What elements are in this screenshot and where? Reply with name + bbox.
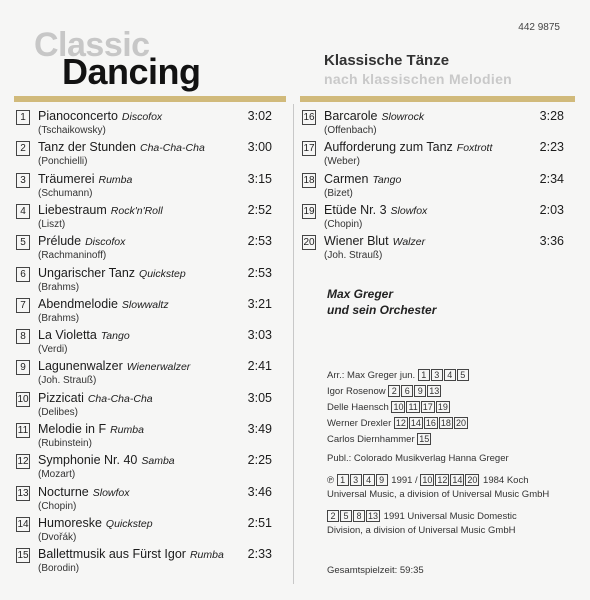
track-title-line <box>38 140 205 154</box>
track-number: 9 <box>16 360 30 375</box>
track-ref-box: 18 <box>440 418 451 429</box>
track-number: 8 <box>16 329 30 344</box>
track-title-line <box>38 297 169 311</box>
track-title: Ungarischer Tanz <box>38 265 136 280</box>
track-row <box>16 516 272 548</box>
track-title-line <box>38 266 186 280</box>
track-duration: 2:34 <box>539 171 564 186</box>
track-ref-box: 5 <box>457 369 469 381</box>
track-title: Pizzicati <box>38 390 84 405</box>
track-ref-box: 4 <box>363 474 375 486</box>
track-dance-style: Wienerwalzer <box>126 361 191 374</box>
track-title: Aufforderung zum Tanz <box>324 140 453 155</box>
track-title: Nocturne <box>38 484 89 499</box>
track-number: 17 <box>303 143 315 155</box>
track-composer: (Liszt) <box>38 218 66 230</box>
logo-classic: Classic <box>34 26 150 64</box>
track-ref-box: 12 <box>395 418 406 429</box>
track-dance-style: Rumba <box>189 549 224 562</box>
track-duration: 3:03 <box>247 328 272 343</box>
track-duration: 3:15 <box>247 171 272 186</box>
track-title-line <box>38 359 190 373</box>
track-ref-box: 8 <box>353 510 365 522</box>
track-duration: 3:05 <box>247 390 272 405</box>
track-dance-style: Rumba <box>110 424 144 436</box>
arranger-credits <box>327 368 470 448</box>
subtitle-melodien: nach klassischen Melodien <box>324 71 513 87</box>
track-duration: 2:53 <box>247 265 272 280</box>
track-title-line <box>38 547 224 561</box>
track-title-line <box>38 109 162 123</box>
track-duration: 2:52 <box>247 202 272 217</box>
track-composer: (Brahms) <box>38 312 80 324</box>
track-number: 4 <box>16 204 30 219</box>
logo-dancing: Dancing <box>62 51 201 92</box>
track-composer: (Rachmaninoff) <box>38 250 107 262</box>
track-duration: 3:36 <box>539 234 564 249</box>
track-number: 12 <box>17 456 29 468</box>
track-duration: 3:02 <box>247 109 272 123</box>
track-row <box>16 391 272 423</box>
track-ref-box: 1 <box>418 369 430 381</box>
track-dance-style: Tango <box>100 330 130 343</box>
track-ref-box: 10 <box>393 402 404 413</box>
track-row <box>16 422 272 454</box>
track-duration: 3:46 <box>247 484 272 499</box>
track-title: Lagunenwalzer <box>38 359 123 374</box>
track-ref-box: 4 <box>444 369 456 381</box>
track-number: 13 <box>17 487 29 499</box>
track-dance-style: Slowfox <box>390 204 428 217</box>
column-divider <box>293 104 294 584</box>
track-title: Ballettmusik aus Fürst Igor <box>38 547 186 562</box>
track-ref-box: 19 <box>437 402 448 413</box>
track-ref-box: 9 <box>414 385 426 397</box>
track-title-line <box>324 172 401 186</box>
track-dance-style: Walzer <box>392 236 426 249</box>
track-row <box>16 328 272 360</box>
track-dance-style: Cha-Cha-Cha <box>140 142 205 155</box>
track-title: Liebestraum <box>38 202 107 217</box>
copyright-track-boxes-a <box>337 475 389 486</box>
track-row <box>16 359 272 391</box>
track-ref-box: 5 <box>340 510 352 522</box>
arranger-line <box>327 416 470 432</box>
track-composer: (Chopin) <box>38 500 77 512</box>
track-dance-style: Slowwaltz <box>121 298 169 311</box>
track-duration: 2:53 <box>247 234 272 249</box>
track-title-line <box>38 172 132 186</box>
track-number: 19 <box>303 205 315 217</box>
orchestra-credit <box>327 286 436 318</box>
track-dance-style: Quickstep <box>105 517 153 530</box>
track-number: 20 <box>303 237 315 249</box>
track-title: Carmen <box>324 171 369 186</box>
copyright-notice-2 <box>327 510 582 538</box>
track-composer: (Tschaikowsky) <box>38 125 106 136</box>
arranger-name: Arr.: Max Greger jun. <box>327 370 416 381</box>
track-duration: 3:21 <box>247 296 272 311</box>
gold-rule-right <box>300 96 575 102</box>
track-number: 18 <box>303 174 315 186</box>
track-ref-box: 1 <box>337 474 349 486</box>
track-duration: 2:25 <box>247 453 272 468</box>
track-number: 3 <box>16 173 30 188</box>
copyright-year-2: 1984 Koch <box>483 475 529 486</box>
track-ref-box: 2 <box>327 510 339 522</box>
total-playtime-label: Gesamtspielzeit: <box>327 565 398 576</box>
track-ref-box: 14 <box>410 418 421 429</box>
track-duration: 2:23 <box>539 140 564 155</box>
track-row <box>16 172 272 204</box>
arranger-name: Werner Drexler <box>327 418 392 429</box>
track-number: 16 <box>303 112 315 123</box>
track-title: Wiener Blut <box>324 234 389 249</box>
track-composer: (Joh. Strauß) <box>38 375 97 387</box>
track-row <box>16 203 272 235</box>
track-number: 15 <box>17 550 29 562</box>
track-title: La Violetta <box>38 328 97 343</box>
track-row <box>302 203 564 235</box>
track-number: 14 <box>17 518 29 530</box>
track-dance-style: Discofox <box>121 111 163 123</box>
track-ref-box: 3 <box>350 474 362 486</box>
copyright2-line2: Division, a division of Universal Music GmbH <box>327 525 516 536</box>
track-row <box>302 109 564 141</box>
track-dance-style: Discofox <box>85 236 126 249</box>
track-row <box>16 485 272 517</box>
track-ref-box: 16 <box>425 418 436 429</box>
orchestra-subline: und sein Orchester <box>327 303 437 317</box>
track-row <box>16 297 272 329</box>
track-composer: (Offenbach) <box>324 125 377 136</box>
track-ref-box: 2 <box>388 385 400 397</box>
track-row <box>16 266 272 298</box>
track-dance-style: Tango <box>372 173 402 186</box>
track-duration: 2:51 <box>247 515 272 530</box>
track-title: Melodie in F <box>38 422 107 436</box>
track-composer: (Weber) <box>324 156 360 168</box>
track-composer: (Mozart) <box>38 469 76 481</box>
phonogram-symbol: ℗ <box>327 475 334 486</box>
track-composer: (Bizet) <box>324 187 353 199</box>
track-title-line <box>324 203 427 217</box>
track-ref-box: 13 <box>429 386 440 397</box>
track-composer: (Joh. Strauß) <box>324 250 383 262</box>
track-ref-box: 14 <box>452 475 463 486</box>
track-ref-box: 11 <box>408 402 418 413</box>
total-playtime <box>327 565 424 576</box>
track-title: Prélude <box>38 234 82 249</box>
track-composer: (Delibes) <box>38 406 79 418</box>
track-composer: (Verdi) <box>38 344 68 356</box>
track-dance-style: Slowfox <box>92 486 130 499</box>
copyright2-line1: 1991 Universal Music Domestic <box>383 511 517 522</box>
track-duration: 3:00 <box>247 140 272 155</box>
track-number: 1 <box>16 110 30 125</box>
track-row <box>16 234 272 266</box>
track-duration: 2:33 <box>247 547 272 562</box>
track-title: Humoreske <box>38 515 102 530</box>
arranger-line <box>327 368 470 384</box>
track-ref-box: 20 <box>455 418 466 429</box>
arranger-line <box>327 384 470 400</box>
track-title-line <box>38 203 163 217</box>
track-row <box>16 140 272 172</box>
arranger-name: Delle Haensch <box>327 402 389 413</box>
track-number: 2 <box>16 141 30 156</box>
track-dance-style: Slowrock <box>381 111 425 123</box>
publisher-credit: Publ.: Colorado Musikverlag Hanna Greger <box>327 453 509 464</box>
track-title: Tanz der Stunden <box>38 140 136 155</box>
track-row <box>302 172 564 204</box>
track-ref-box: 6 <box>401 385 413 397</box>
track-title-line <box>38 422 144 436</box>
track-title: Abendmelodie <box>38 296 118 311</box>
orchestra-name: Max Greger <box>327 287 394 301</box>
track-title-line <box>38 516 153 530</box>
copyright-label-line: Universal Music, a division of Universal Music GmbH <box>327 489 550 500</box>
track-title-line <box>38 391 153 405</box>
gold-rule-left <box>14 96 286 102</box>
copyright-year-1: 1991 / <box>391 475 418 486</box>
track-ref-box: 15 <box>419 434 430 445</box>
arranger-name: Carlos Diernhammer <box>327 434 415 445</box>
track-composer: (Ponchielli) <box>38 156 88 168</box>
track-composer: (Dvořák) <box>38 531 77 543</box>
track-ref-box: 17 <box>422 402 433 413</box>
track-row <box>16 453 272 485</box>
track-ref-box: 10 <box>422 475 433 486</box>
track-title-line <box>324 109 424 123</box>
track-ref-box: 9 <box>376 474 388 486</box>
track-row <box>16 547 272 579</box>
track-number: 5 <box>16 235 30 250</box>
track-dance-style: Samba <box>141 455 175 468</box>
track-title-line <box>324 140 492 154</box>
track-composer: (Schumann) <box>38 187 93 199</box>
track-duration: 3:49 <box>247 422 272 436</box>
track-title: Barcarole <box>324 109 378 123</box>
copyright-track-boxes-b <box>420 475 480 486</box>
track-composer: (Rubinstein) <box>38 438 92 449</box>
total-playtime-value: 59:35 <box>399 565 424 576</box>
track-number: 7 <box>16 298 30 313</box>
track-title-line <box>38 485 130 499</box>
arranger-name: Igor Rosenow <box>327 386 386 397</box>
track-number: 6 <box>16 267 30 282</box>
track-ref-box: 3 <box>431 369 443 381</box>
track-ref-box: 13 <box>368 511 379 522</box>
track-duration: 3:28 <box>539 109 564 123</box>
track-dance-style: Rock'n'Roll <box>110 204 163 217</box>
track-title: Symphonie Nr. 40 <box>38 453 138 468</box>
track-title: Etüde Nr. 3 <box>324 202 387 217</box>
copyright2-track-boxes <box>327 511 381 522</box>
track-title-line <box>38 234 125 248</box>
track-composer: (Borodin) <box>38 563 80 575</box>
track-number: 10 <box>17 393 29 405</box>
track-dance-style: Rumba <box>98 173 133 186</box>
track-dance-style: Cha-Cha-Cha <box>87 392 153 405</box>
track-title-line <box>324 234 425 248</box>
track-dance-style: Quickstep <box>139 267 186 280</box>
track-composer: (Brahms) <box>38 281 80 293</box>
track-dance-style: Foxtrott <box>456 142 493 155</box>
catalog-number: 442 9875 <box>518 22 560 33</box>
track-row <box>16 109 272 141</box>
track-duration: 2:03 <box>539 202 564 217</box>
track-ref-box: 12 <box>437 475 448 486</box>
arranger-line <box>327 432 470 448</box>
track-title-line <box>38 328 130 342</box>
track-title: Pianoconcerto <box>38 109 118 123</box>
track-number: 11 <box>17 425 29 436</box>
track-row <box>302 140 564 172</box>
track-composer: (Chopin) <box>324 218 363 230</box>
copyright-notice-1 <box>327 474 582 502</box>
track-title-line <box>38 453 175 467</box>
arranger-line <box>327 400 470 416</box>
subtitle-german: Klassische Tänze <box>324 52 450 69</box>
track-row <box>302 234 564 266</box>
track-title: Träumerei <box>38 171 95 186</box>
track-duration: 2:41 <box>247 359 272 374</box>
track-ref-box: 20 <box>467 475 478 486</box>
